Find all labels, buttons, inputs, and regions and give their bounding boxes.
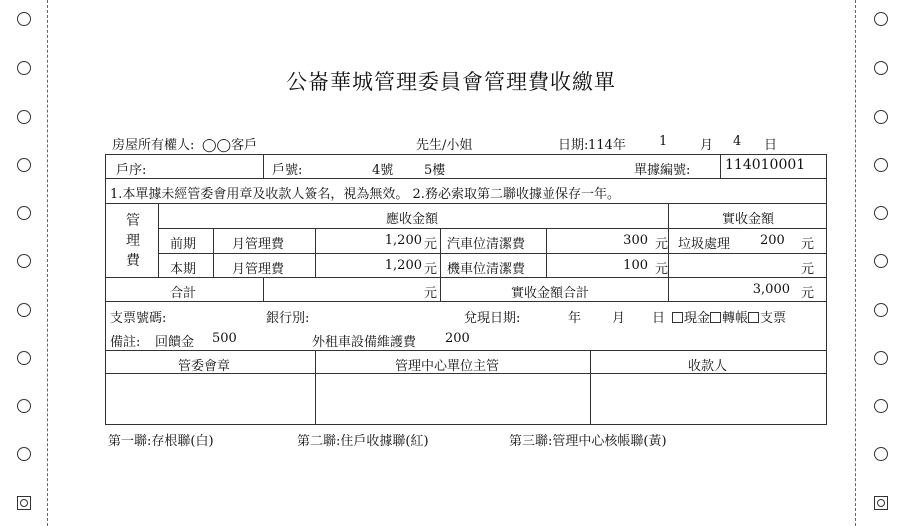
form-title: 公崙華城管理委員會管理費收繳單 bbox=[286, 70, 616, 94]
date-month-label: 月 bbox=[700, 138, 714, 153]
tractor-hole bbox=[17, 303, 31, 317]
subtotal-label: 合計 bbox=[170, 286, 197, 301]
household-label: 戶序: bbox=[116, 163, 147, 178]
deposit-label: 回饋金 bbox=[155, 335, 195, 350]
received-item: 垃圾處理 bbox=[678, 237, 731, 252]
rule bbox=[105, 203, 827, 204]
fee-extra-amount: 100 bbox=[623, 258, 648, 273]
rental-label: 外租車設備維護費 bbox=[312, 335, 417, 350]
tractor-hole bbox=[874, 303, 888, 317]
fee-side-label: 管 理 費 bbox=[126, 213, 140, 269]
rule bbox=[158, 203, 159, 278]
collector-label: 收款人 bbox=[688, 359, 728, 374]
rule bbox=[315, 350, 316, 425]
transfer-option: 轉帳 bbox=[722, 311, 749, 326]
tractor-hole bbox=[874, 158, 888, 172]
deposit-value: 500 bbox=[212, 331, 237, 346]
date-month-value: 1 bbox=[659, 134, 668, 149]
tractor-hole bbox=[874, 399, 888, 413]
fee-extra-unit: 元 bbox=[655, 262, 669, 277]
rule bbox=[158, 253, 827, 254]
owner-label: 房屋所有權人: bbox=[112, 138, 195, 153]
fee-extra-unit: 元 bbox=[655, 237, 669, 252]
received-unit: 元 bbox=[801, 237, 815, 252]
subtotal-unit: 元 bbox=[424, 286, 438, 301]
receivable-header: 應收金額 bbox=[386, 212, 439, 227]
tractor-hole bbox=[17, 110, 31, 124]
rule bbox=[315, 228, 316, 278]
tractor-hole bbox=[874, 12, 888, 26]
fee-extra-amount: 300 bbox=[623, 233, 648, 248]
unit-label: 戶號: bbox=[272, 163, 303, 178]
cash-date-label: 兌現日期: bbox=[464, 311, 521, 326]
cash-year-label: 年 bbox=[568, 311, 582, 326]
salutation: 先生/小姐 bbox=[416, 138, 473, 153]
cheque-label: 支票號碼: bbox=[110, 311, 167, 326]
fee-period: 前期 bbox=[170, 237, 197, 252]
floor: 5樓 bbox=[424, 163, 446, 178]
rule bbox=[263, 277, 264, 302]
copy-1: 第一聯:存根聯(白) bbox=[108, 434, 214, 449]
rule bbox=[105, 154, 827, 155]
tractor-hole bbox=[17, 12, 31, 26]
rule bbox=[720, 154, 721, 179]
tractor-hole bbox=[17, 254, 31, 268]
date-year: 114年 bbox=[588, 138, 626, 153]
tractor-hole bbox=[874, 351, 888, 365]
rule bbox=[105, 301, 827, 302]
cash-month-label: 月 bbox=[612, 311, 626, 326]
payment-options bbox=[672, 307, 786, 326]
date-label: 日期: bbox=[558, 138, 589, 153]
rule bbox=[105, 424, 827, 425]
rule bbox=[668, 277, 669, 302]
total-unit: 元 bbox=[801, 286, 815, 301]
received-header: 實收金額 bbox=[722, 212, 775, 227]
total-value: 3,000 bbox=[752, 282, 790, 297]
receipt-no-label: 單據編號: bbox=[634, 163, 691, 178]
fee-amount: 1,200 bbox=[384, 233, 422, 248]
fee-unit: 元 bbox=[424, 262, 438, 277]
rental-value: 200 bbox=[445, 331, 470, 346]
tractor-hole bbox=[17, 351, 31, 365]
tractor-hole bbox=[17, 399, 31, 413]
rule bbox=[590, 350, 591, 425]
committee-seal-label: 管委會章 bbox=[178, 359, 231, 374]
rule bbox=[158, 228, 827, 229]
cash-day-label: 日 bbox=[652, 311, 666, 326]
tractor-hole bbox=[874, 206, 888, 220]
fee-period: 本期 bbox=[170, 262, 197, 277]
tractor-hole bbox=[874, 110, 888, 124]
tractor-hole bbox=[874, 254, 888, 268]
tractor-hole bbox=[17, 206, 31, 220]
bank-label: 銀行別: bbox=[266, 311, 310, 326]
fee-item: 月管理費 bbox=[232, 237, 285, 252]
tractor-hole bbox=[874, 496, 888, 510]
cheque-option: 支票 bbox=[760, 311, 787, 326]
owner-value: ◯◯客戶 bbox=[202, 138, 258, 153]
date-day-label: 日 bbox=[764, 138, 778, 153]
fee-amount: 1,200 bbox=[384, 258, 422, 273]
rule bbox=[105, 178, 827, 179]
rule bbox=[105, 350, 827, 351]
total-label: 實收金額合計 bbox=[511, 286, 590, 301]
fee-extra-item: 汽車位清潔費 bbox=[447, 237, 526, 252]
cash-checkbox[interactable] bbox=[672, 312, 683, 323]
rule bbox=[263, 154, 264, 179]
remarks-label: 備註: bbox=[110, 335, 141, 350]
rule bbox=[546, 228, 547, 278]
supervisor-label: 管理中心單位主管 bbox=[395, 359, 500, 374]
date-day-value: 4 bbox=[733, 134, 742, 149]
tractor-hole bbox=[874, 447, 888, 461]
notice: 1.本單據未經管委會用章及收款人簽名，視為無效。 2.務必索取第二聯收據並保存一年。 bbox=[110, 187, 620, 202]
transfer-checkbox[interactable] bbox=[710, 312, 721, 323]
copy-3: 第三聯:管理中心核帳聯(黃) bbox=[509, 434, 667, 449]
copy-2: 第二聯:住戶收據聯(紅) bbox=[297, 434, 429, 449]
rule bbox=[440, 277, 441, 302]
tractor-hole bbox=[17, 447, 31, 461]
cash-option: 現金 bbox=[684, 311, 711, 326]
tractor-hole bbox=[17, 496, 31, 510]
rule bbox=[826, 154, 827, 425]
tractor-hole bbox=[17, 158, 31, 172]
receipt-no: 114010001 bbox=[725, 157, 806, 173]
cheque-checkbox[interactable] bbox=[748, 312, 759, 323]
received-amount: 200 bbox=[760, 233, 785, 248]
fee-unit: 元 bbox=[424, 237, 438, 252]
unit-no: 4號 bbox=[372, 163, 394, 178]
rule bbox=[440, 228, 441, 278]
rule bbox=[105, 154, 106, 425]
rule bbox=[213, 228, 214, 278]
rule bbox=[668, 203, 669, 278]
received-unit: 元 bbox=[801, 262, 815, 277]
fee-extra-item: 機車位清潔費 bbox=[447, 262, 526, 277]
fee-item: 月管理費 bbox=[232, 262, 285, 277]
